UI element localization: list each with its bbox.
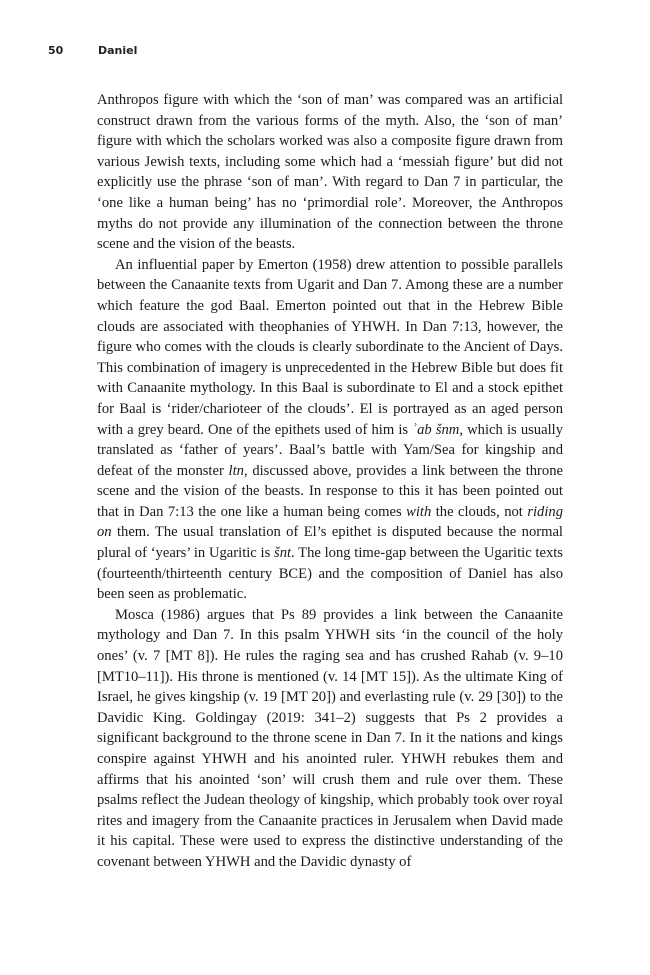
text-segment: them. The usual translation of El’s epithet is disputed because the normal plural of ‘years’ in Ugaritic is [97, 524, 563, 562]
italic-term: ʾab šnm [412, 421, 460, 438]
paragraph-2 [97, 255, 563, 605]
paragraph-3 [97, 605, 563, 873]
running-head [48, 44, 137, 57]
text-segment: Mosca (1986) argues that Ps 89 provides a link between the Canaanite mythology and Dan 7. In this psalm YHWH sits ‘in the council of the holy ones’ (v. 7 [MT 8]). He rules the raging sea and has crushed Rahab (v. 9–10 [MT10–11]). His throne is mentioned (v. 14 [MT 15]). As the ultimate King of Israel, he gives kingship (v. 19 [MT 20]) and everlasting rule (v. 29 [30]) to the Davidic King. Goldingay (2019: 341–2) suggests that Ps 2 provides a significant background to the throne scene in Dan 7. In it the nations and kings conspire against YHWH and his anointed ruler. YHWH rebukes them and affirms that his anointed ‘son’ will crush them and rule over them. These psalms reflect the Judean theology of kingship, which probably took over royal rites and imagery from the Canaanite practices in Jerusalem when David made it his capital. These were used to express the distinctive understanding of the covenant between YHWH and the Davidic dynasty of [97, 606, 563, 870]
italic-term: ltn [228, 462, 244, 479]
paragraph-1 [97, 90, 563, 255]
text-segment: , which is usually translated as ‘father of years’. Baal’s battle with Yam/Sea for kingship and defeat of the monster [97, 421, 563, 479]
running-title: Daniel [98, 44, 138, 57]
body-text [97, 90, 563, 873]
italic-term: šnt [274, 545, 292, 562]
text-segment: . The long time-gap between the Ugaritic texts (fourteenth/thirteenth century BCE) and the composition of Daniel has also been seen as problematic. [97, 545, 563, 603]
text-segment: , discussed above, provides a link between the throne scene and the vision of the beasts. In response to this it has been pointed out that in Dan 7:13 the one like a human being comes [97, 462, 563, 520]
text-segment: Anthropos figure with which the ‘son of man’ was compared was an artificial construct drawn from the various forms of the myth. Also, the ‘son of man’ figure with which the scholars worked was also a composite figure drawn from various Jewish texts, including some which had a ‘messiah figure’ but did not explicitly use the phrase ‘son of man’. With regard to Dan 7 in particular, the ‘one like a human being’ has no ‘primordial role’. Moreover, the Anthropos myths do not provide any illumination of the connection between the throne scene and the vision of the beasts. [97, 92, 563, 253]
text-segment: the clouds, not [431, 503, 528, 520]
text-segment: An influential paper by Emerton (1958) drew attention to possible parallels between the Canaanite texts from Ugarit and Dan 7. Among these are a number which feature the god Baal. Emerton pointed out that in the Hebrew Bible clouds are associated with theophanies of YHWH. In Dan 7:13, however, the figure who comes with the clouds is clearly subordinate to the Ancient of Days. This combination of imagery is unprecedented in the Hebrew Bible but does fit with Canaanite mythology. In this Baal is subordinate to El and a stock epithet for Baal is ‘rider/charioteer of the clouds’. El is portrayed as an aged person with a grey beard. One of the epithets used of him is [97, 256, 563, 438]
italic-term: riding on [97, 503, 563, 541]
italic-term: with [406, 503, 432, 520]
page-number: 50 [48, 44, 64, 57]
